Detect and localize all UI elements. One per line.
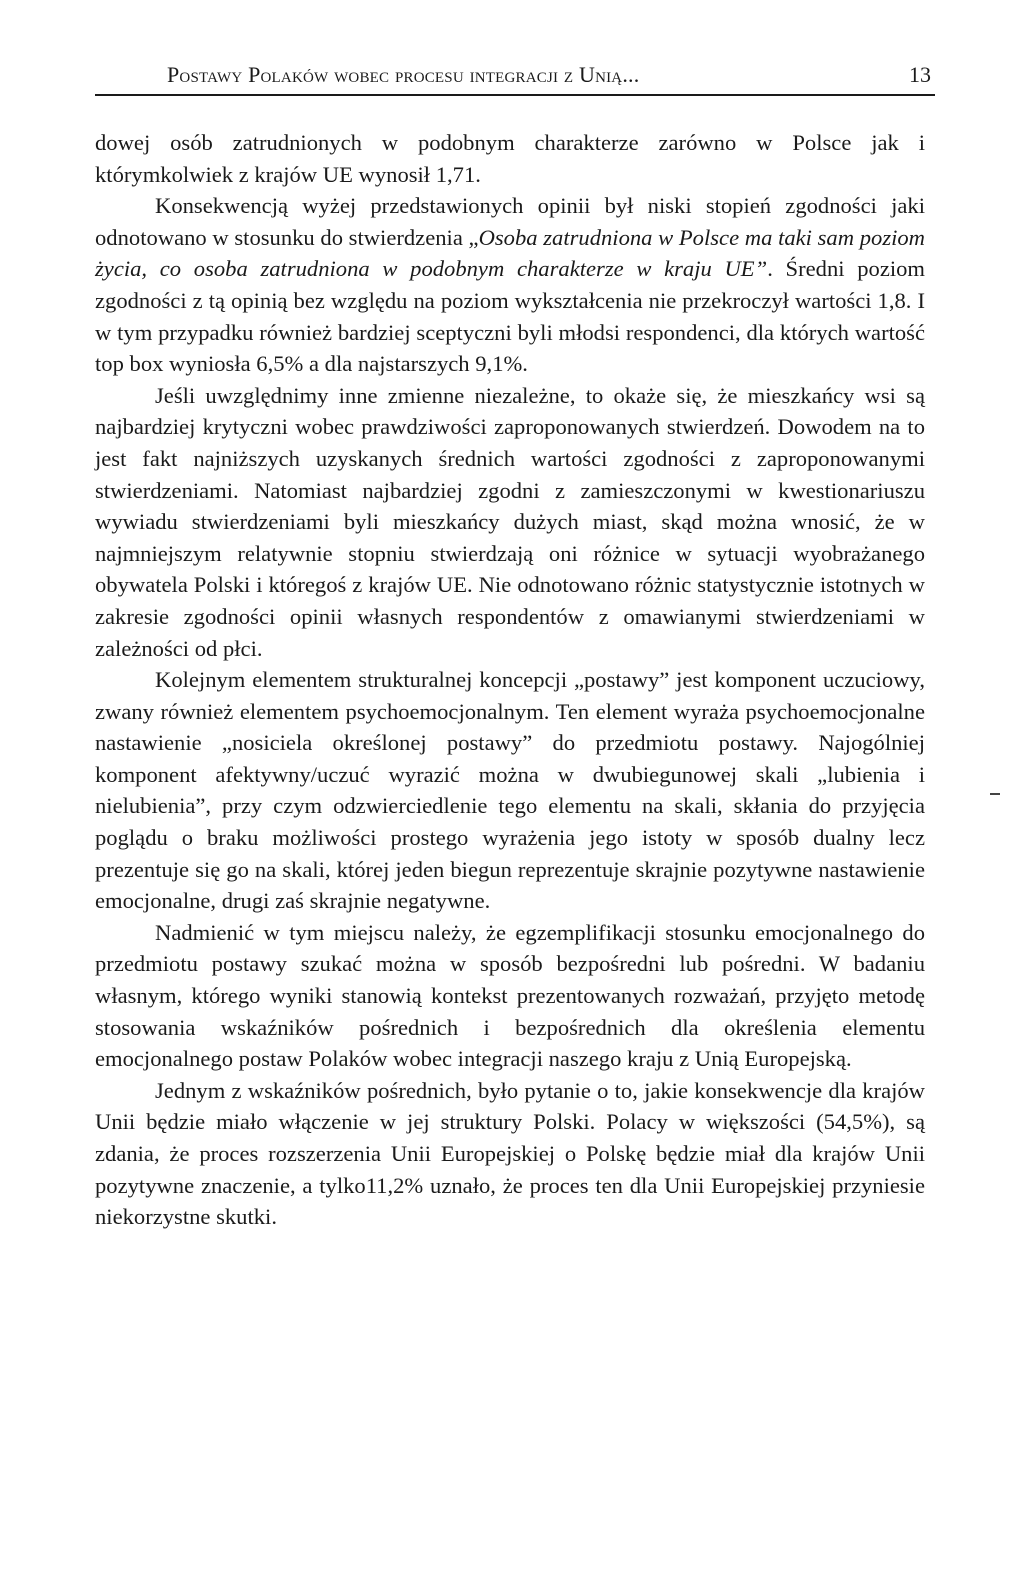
paragraph-2-text-a: Konsekwencją wyżej przedstawionych opinii był niski stopień zgodności jaki odnotowano w stosunku do stwierdzenia „: [95, 193, 925, 250]
paragraph-3: Jeśli uwzględnimy inne zmienne niezależne, to okaże się, że mieszkańcy wsi są najbardziej krytyczni wobec prawdziwości zaproponowanych stwierdzeń. Dowodem na to jest fakt najniższych uzyskanych średnich wartości zgodności z zaproponowanymi stwierdzeniami. Natomiast najbardziej zgodni z zamieszczonymi w kwestionariuszu wywiadu stwierdzeniami byli mieszkańcy dużych miast, skąd można wnosić, że w najmniejszym relatywnie stopniu stwierdzają oni różnice w sytuacji wyobrażanego obywatela Polski i któregoś z krajów UE. Nie odnotowano różnic statystycznie istotnych w zakresie zgodności opinii własnych respondentów z omawianymi stwierdzeniami w zależności od płci.: [95, 382, 925, 661]
paragraph-1: dowej osób zatrudnionych w podobnym charakterze zarówno w Polsce jak i którymkolwiek z krajów UE wynosił 1,71.: [95, 130, 925, 187]
quoted-statement: Osoba zatrudniona w Polsce ma taki sam poziom życia, co osoba zatrudniona w podobnym charakterze w kraju UE”: [95, 224, 925, 282]
running-title: Postawy Polaków wobec procesu integracji z Unią...: [167, 62, 640, 87]
paragraph-2: [95, 190, 925, 380]
paragraph-4: Kolejnym elementem strukturalnej koncepcji „postawy” jest komponent uczuciowy, zwany również elementem psychoemocjonalnym. Ten element wyraża psychoemocjonalne nastawienie „nosiciela określonej postawy” do przedmiotu postawy. Najogólniej komponent afektywny/uczuć wyrazić można w dwubiegunowej skali „lubienia i nielubienia”, przy czym odzwierciedlenie tego elementu na skali, skłania do przyjęcia poglądu o braku możliwości prostego wyrażenia jego istoty w sposób dualny lecz prezentuje się go na skali, której jeden biegun reprezentuje skrajnie pozytywne nastawienie emocjonalne, drugi zaś skrajnie negatywne.: [95, 667, 925, 914]
paragraph-2-text-b: . Średni poziom zgodności z tą opinią bez względu na poziom wykształcenia nie przekroczył wartości 1,8. I w tym przypadku również bardziej sceptyczni byli młodsi respondenci, dla których wartość top box wyniosła 6,5% a dla najstarszych 9,1%.: [95, 256, 925, 377]
page-body: [95, 127, 925, 1233]
scan-mark: [990, 793, 1000, 795]
paragraph-6: Jednym z wskaźników pośrednich, było pytanie o to, jakie konsekwencje dla krajów Unii będzie miało włączenie w jej struktury Polski. Polacy w większości (54,5%), są zdania, że proces rozszerzenia Unii Europejskiej o Polskę będzie miał dla krajów Unii pozytywne znaczenie, a tylko11,2% uznało, że proces ten dla Unii Europejskiej przyniesie niekorzystne skutki.: [95, 1077, 925, 1230]
running-header: [95, 56, 935, 96]
paragraph-5: Nadmienić w tym miejscu należy, że egzemplifikacji stosunku emocjonalnego do przedmiotu postawy szukać można w sposób bezpośredni lub pośredni. W badaniu własnym, którego wyniki stanowią kontekst prezentowanych rozważań, przyjęto metodę stosowania wskaźników pośrednich i bezpośrednich dla określenia elementu emocjonalnego postaw Polaków wobec integracji naszego kraju z Unią Europejską.: [95, 919, 925, 1072]
page-number: 13: [909, 62, 931, 87]
